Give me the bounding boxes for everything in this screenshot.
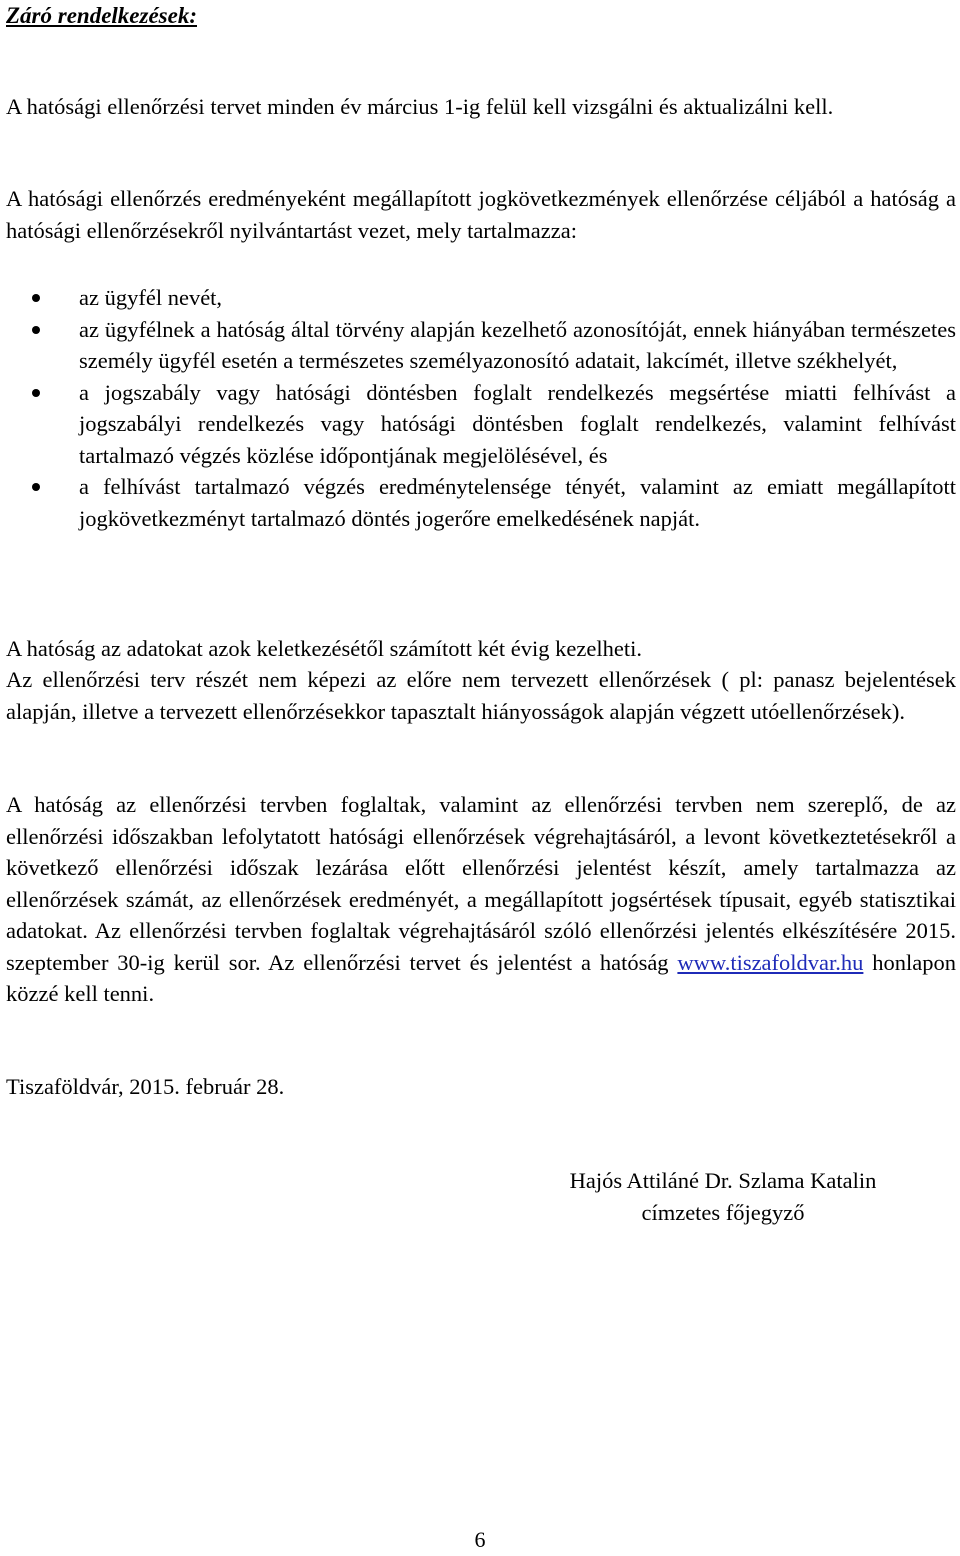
signatory-name: Hajós Attiláné Dr. Szlama Katalin <box>569 1168 877 1193</box>
list-item <box>6 282 956 314</box>
paragraph-text-after-link: honlapon közzé kell tenni. <box>6 949 956 1006</box>
page-number: 6 <box>474 1527 486 1552</box>
list-item <box>6 314 956 377</box>
paragraph-annual-review: A hatósági ellenőrzési tervet minden év március 1-ig felül kell vizsgálni és aktualizálni kell. <box>6 94 834 119</box>
list-item-text: a felhívást tartalmazó végzés eredménytelensége tényét, valamint az emiatt megállapított jogkövetkezményt tartalmazó döntés jogerőre emelkedésének napját. <box>79 474 956 531</box>
list-item-text: az ügyfél nevét, <box>79 285 223 310</box>
bullet-icon <box>32 389 40 397</box>
paragraph-data-retention: A hatóság az adatokat azok keletkezésétől számított két évig kezelheti. <box>6 636 642 661</box>
paragraph-unplanned-inspections: Az ellenőrzési terv részét nem képezi az előre nem tervezett ellenőrzések ( pl: panasz bejelentések alapján, illetve a tervezett ellenőrzésekkor tapasztalt hiányosságok alapján végzett utóellenőrzések). <box>6 667 956 724</box>
signatory-title: címzetes főjegyző <box>641 1199 805 1225</box>
bullet-icon <box>32 483 40 491</box>
list-item <box>6 471 956 534</box>
website-link[interactable]: www.tiszafoldvar.hu <box>677 949 864 975</box>
bullet-icon <box>32 294 40 302</box>
section-heading: Záró rendelkezések: <box>6 3 197 28</box>
records-bullet-list <box>6 282 956 534</box>
paragraph-inspection-report <box>6 789 956 1010</box>
list-item-text: a jogszabály vagy hatósági döntésben foglalt rendelkezés megsértése miatti felhívást a jogszabályi rendelkezés vagy hatósági döntésben foglalt rendelkezés, valamint felhívást tartalmazó végzés közlése időpontjának megjelölésével, és <box>79 379 956 468</box>
list-item <box>6 377 956 472</box>
place-and-date: Tiszaföldvár, 2015. február 28. <box>6 1074 285 1099</box>
paragraph-text-before-link: A hatóság az ellenőrzési tervben foglaltak, valamint az ellenőrzési tervben nem szereplő, de az ellenőrzési időszakban lefolytatott hatósági ellenőrzések végrehajtásáról, a levont következtetésekről a következő ellenőrzési időszak lezárása előtt ellenőrzési jelentést készít, amely tartalmazza az ellenőrzések számát, az ellenőrzések eredményét, a megállapított jogsértések típusait, egyéb statisztikai adatokat. Az ellenőrzési tervben foglaltak végrehajtásáról szóló ellenőrzési jelentés elkészítésére 2015. szeptember 30-ig kerül sor. Az ellenőrzési tervet és jelentést a hatóság <box>6 792 956 975</box>
paragraph-records-intro: A hatósági ellenőrzés eredményeként megállapított jogkövetkezmények ellenőrzése céljából a hatóság a hatósági ellenőrzésekről nyilvántartást vezet, mely tartalmazza: <box>6 186 956 243</box>
bullet-icon <box>32 326 40 334</box>
list-item-text: az ügyfélnek a hatóság által törvény alapján kezelhető azonosítóját, ennek hiányában természetes személy ügyfél esetén a természetes személyazonosító adatait, lakcímét, illetve székhelyét, <box>79 316 956 373</box>
signature-block <box>534 1165 912 1228</box>
